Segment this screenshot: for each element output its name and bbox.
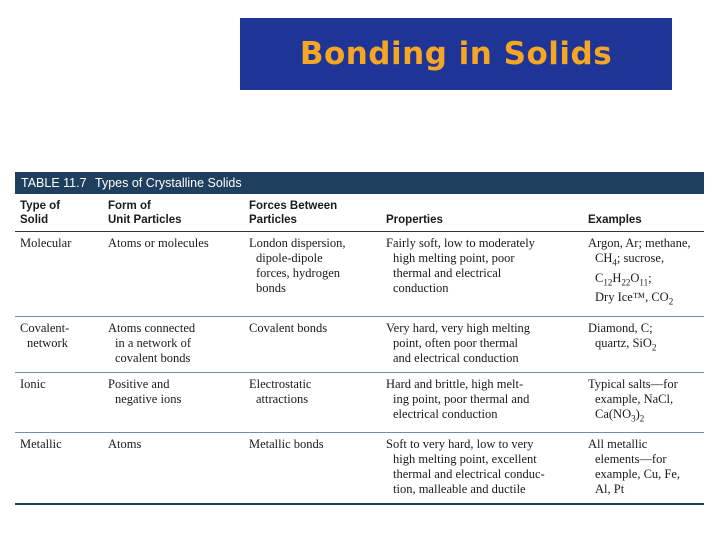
cell-properties: [381, 433, 583, 505]
cell-examples: [583, 232, 704, 317]
cell-line: Soft to very hard, low to very: [386, 437, 534, 451]
cell-type: [15, 433, 103, 505]
cell-line: Dry Ice™, $CO_2$: [595, 290, 674, 307]
cell-forces: [244, 232, 381, 317]
cell-line: Fairly soft, low to moderately: [386, 236, 535, 250]
cell-line: Positive and: [108, 376, 170, 391]
cell-line: forces, hydrogen: [256, 266, 340, 280]
cell-type: [15, 372, 103, 433]
cell-type: [15, 232, 103, 317]
cell-form: [103, 372, 244, 433]
cell-line: Molecular: [20, 236, 72, 250]
table-title: Types of Crystalline Solids: [95, 176, 242, 190]
cell-line: $CH_4$; sucrose,: [595, 251, 665, 268]
cell-forces: [244, 372, 381, 433]
table-number: TABLE 11.7: [21, 176, 87, 190]
header-form: Form of Unit Particles: [103, 194, 244, 232]
table-caption: [15, 172, 704, 194]
header-properties: Properties: [381, 194, 583, 232]
cell-line: Hard and brittle, high melt-: [386, 376, 524, 391]
cell-line: dipole-dipole: [256, 251, 323, 265]
cell-examples: [583, 372, 704, 433]
cell-examples: [583, 433, 704, 505]
cell-line: London dispersion,: [249, 236, 346, 250]
cell-forces: [244, 433, 381, 505]
cell-line: Atoms connected: [108, 320, 196, 335]
title-banner: [240, 18, 672, 90]
table-row: [15, 433, 704, 505]
cell-examples: [583, 316, 704, 372]
cell-forces: [244, 316, 381, 372]
cell-line: ing point, poor thermal and: [393, 391, 530, 406]
header-examples: Examples: [583, 194, 704, 232]
cell-line: tion, malleable and ductile: [393, 482, 526, 496]
header-type: Type of Solid: [15, 194, 103, 232]
data-table: [15, 194, 704, 505]
cell-line: Al, Pt: [595, 482, 625, 496]
cell-line: electrical conduction: [393, 406, 498, 421]
cell-line: conduction: [393, 281, 449, 295]
cell-line: Very hard, very high melting: [386, 320, 531, 335]
cell-properties: [381, 316, 583, 372]
cell-line: Diamond, C;: [588, 320, 653, 335]
cell-line: network: [27, 335, 68, 350]
cell-line: Covalent-: [20, 320, 70, 335]
cell-line: Atoms: [108, 437, 142, 451]
cell-properties: [381, 232, 583, 317]
header-forces: Forces Between Particles: [244, 194, 381, 232]
table-row: [15, 232, 704, 317]
cell-line: example, NaCl,: [595, 391, 674, 406]
cell-line: thermal and electrical conduc-: [393, 467, 545, 481]
cell-line: Argon, Ar; methane,: [588, 236, 691, 250]
cell-line: $Ca(NO_3)_2$: [595, 406, 645, 423]
cell-form: [103, 433, 244, 505]
cell-form: [103, 316, 244, 372]
cell-line: Ionic: [20, 376, 46, 391]
cell-line: Typical salts—for: [588, 376, 678, 391]
table-row: [15, 316, 704, 372]
table-row: [15, 372, 704, 433]
cell-line: high melting point, excellent: [393, 452, 537, 466]
cell-line: All metallic: [588, 437, 648, 451]
cell-line: negative ions: [115, 391, 182, 406]
cell-line: Metallic: [20, 437, 62, 451]
cell-line: point, often poor thermal: [393, 335, 518, 350]
crystalline-solids-table: [15, 172, 704, 505]
cell-line: thermal and electrical: [393, 266, 502, 280]
header-row: [15, 194, 704, 232]
page-title: Bonding in Solids: [299, 36, 613, 72]
cell-line: example, Cu, Fe,: [595, 467, 681, 481]
cell-line: high melting point, poor: [393, 251, 515, 265]
cell-line: Electrostatic: [249, 376, 312, 391]
cell-type: [15, 316, 103, 372]
cell-line: elements—for: [595, 452, 667, 466]
cell-properties: [381, 372, 583, 433]
cell-line: Covalent bonds: [249, 320, 328, 335]
cell-line: in a network of: [115, 335, 192, 350]
cell-line: and electrical conduction: [393, 350, 519, 365]
cell-line: attractions: [256, 391, 309, 406]
cell-line: Atoms or molecules: [108, 236, 209, 250]
cell-line: covalent bonds: [115, 350, 191, 365]
cell-line: $C_{12}H_{22}O_{11}$;: [595, 270, 652, 287]
cell-line: Metallic bonds: [249, 437, 324, 451]
cell-line: quartz, SiO$_2$: [595, 335, 657, 352]
cell-form: [103, 232, 244, 317]
cell-line: bonds: [256, 281, 286, 295]
